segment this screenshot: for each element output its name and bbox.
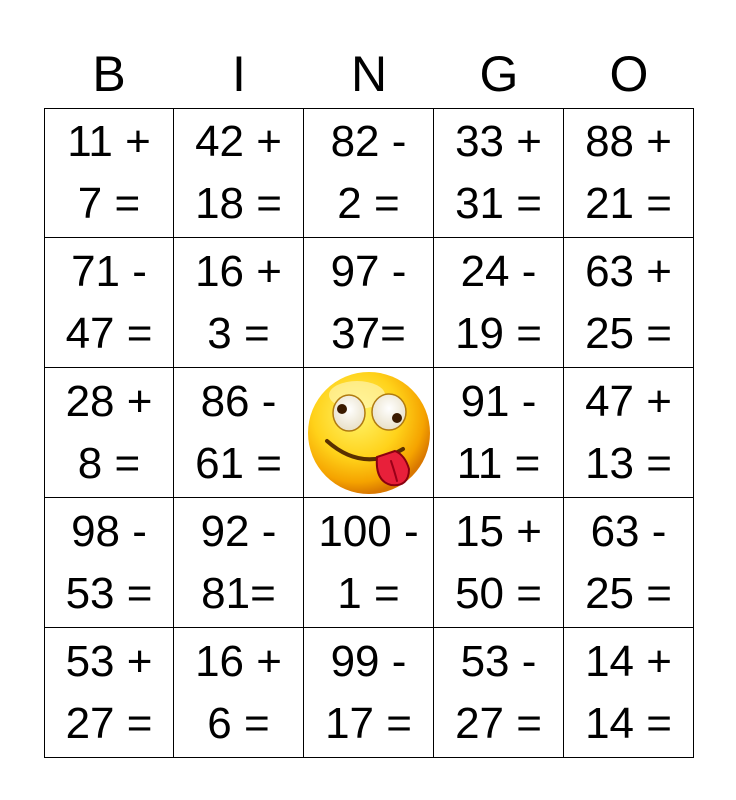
cell-answer-line: 3 = — [207, 308, 270, 358]
bingo-cell — [44, 108, 174, 238]
cell-problem-line: 88 + — [585, 117, 672, 166]
bingo-cell — [174, 108, 304, 238]
cell-answer-line: 2 = — [337, 179, 400, 228]
free-space — [304, 368, 434, 498]
bingo-cell — [564, 238, 694, 368]
bingo-cell — [564, 108, 694, 238]
bingo-cell — [434, 368, 564, 498]
cell-problem-line: 71 - — [71, 246, 147, 296]
cell-problem-line: 28 + — [65, 376, 153, 426]
cell-problem-line: 42 + — [195, 117, 282, 166]
bingo-cell — [564, 498, 694, 628]
bingo-cell — [434, 108, 564, 238]
cell-problem-line: 47 + — [585, 376, 672, 426]
cell-problem-line: 53 - — [460, 636, 537, 686]
bingo-cell — [174, 498, 304, 628]
bingo-grid — [44, 108, 694, 758]
cell-problem-line: 100 - — [318, 506, 419, 556]
bingo-cell — [304, 238, 434, 368]
bingo-header — [44, 40, 694, 108]
header-letter-g: G — [479, 46, 519, 102]
bingo-cell — [44, 628, 174, 758]
cell-answer-line: 50 = — [455, 568, 542, 618]
cell-answer-line: 27 = — [65, 698, 153, 748]
cell-problem-line: 99 - — [330, 636, 407, 686]
bingo-cell — [434, 498, 564, 628]
bingo-cell — [434, 238, 564, 368]
cell-answer-line: 21 = — [585, 179, 672, 228]
cell-answer-line: 25 = — [585, 308, 672, 358]
bingo-cell — [434, 628, 564, 758]
cell-answer-line: 31 = — [455, 179, 542, 228]
bingo-cell — [564, 368, 694, 498]
cell-answer-line: 7 = — [77, 179, 141, 228]
cell-problem-line: 86 - — [200, 376, 277, 426]
cell-problem-line: 63 + — [585, 246, 672, 296]
cell-answer-line: 11 = — [456, 438, 541, 488]
cell-answer-line: 6 = — [207, 698, 270, 748]
cell-problem-line: 91 - — [460, 376, 537, 426]
cell-problem-line: 14 + — [585, 636, 672, 686]
cell-answer-line: 53 = — [65, 568, 153, 618]
cell-answer-line: 61 = — [195, 438, 282, 488]
cell-problem-line: 33 + — [455, 117, 542, 166]
header-letter-n: N — [350, 46, 388, 102]
bingo-cell — [564, 628, 694, 758]
cell-problem-line: 98 - — [71, 506, 147, 556]
cell-problem-line: 11 + — [67, 117, 151, 166]
cell-answer-line: 18 = — [195, 179, 282, 228]
header-letter-b: B — [92, 46, 126, 102]
cell-answer-line: 13 = — [585, 438, 672, 488]
cell-answer-line: 37= — [331, 308, 406, 358]
cell-problem-line: 82 - — [330, 117, 407, 166]
bingo-cell — [304, 628, 434, 758]
silly-face-tongue-out-icon — [305, 369, 433, 497]
cell-problem-line: 92 - — [200, 506, 277, 556]
cell-answer-line: 81= — [201, 568, 276, 618]
cell-answer-line: 25 = — [585, 568, 672, 618]
cell-answer-line: 47 = — [65, 308, 153, 358]
header-letter-i: I — [232, 46, 246, 102]
bingo-cell — [44, 238, 174, 368]
cell-answer-line: 8 = — [77, 438, 141, 488]
bingo-cell — [174, 628, 304, 758]
bingo-cell — [174, 238, 304, 368]
header-letter-o: O — [609, 46, 649, 102]
cell-answer-line: 19 = — [455, 308, 542, 358]
cell-problem-line: 16 + — [195, 636, 282, 686]
cell-problem-line: 16 + — [195, 246, 282, 296]
cell-problem-line: 24 - — [460, 246, 537, 296]
cell-problem-line: 15 + — [455, 506, 542, 556]
cell-problem-line: 63 - — [590, 506, 667, 556]
bingo-cell — [304, 108, 434, 238]
bingo-cell — [304, 498, 434, 628]
cell-answer-line: 1 = — [337, 568, 400, 618]
cell-answer-line: 17 = — [325, 698, 412, 748]
cell-answer-line: 27 = — [455, 698, 542, 748]
cell-problem-line: 97 - — [330, 246, 407, 296]
bingo-cell — [174, 368, 304, 498]
bingo-cell — [44, 368, 174, 498]
cell-answer-line: 14 = — [585, 698, 672, 748]
cell-problem-line: 53 + — [65, 636, 153, 686]
bingo-cell — [44, 498, 174, 628]
